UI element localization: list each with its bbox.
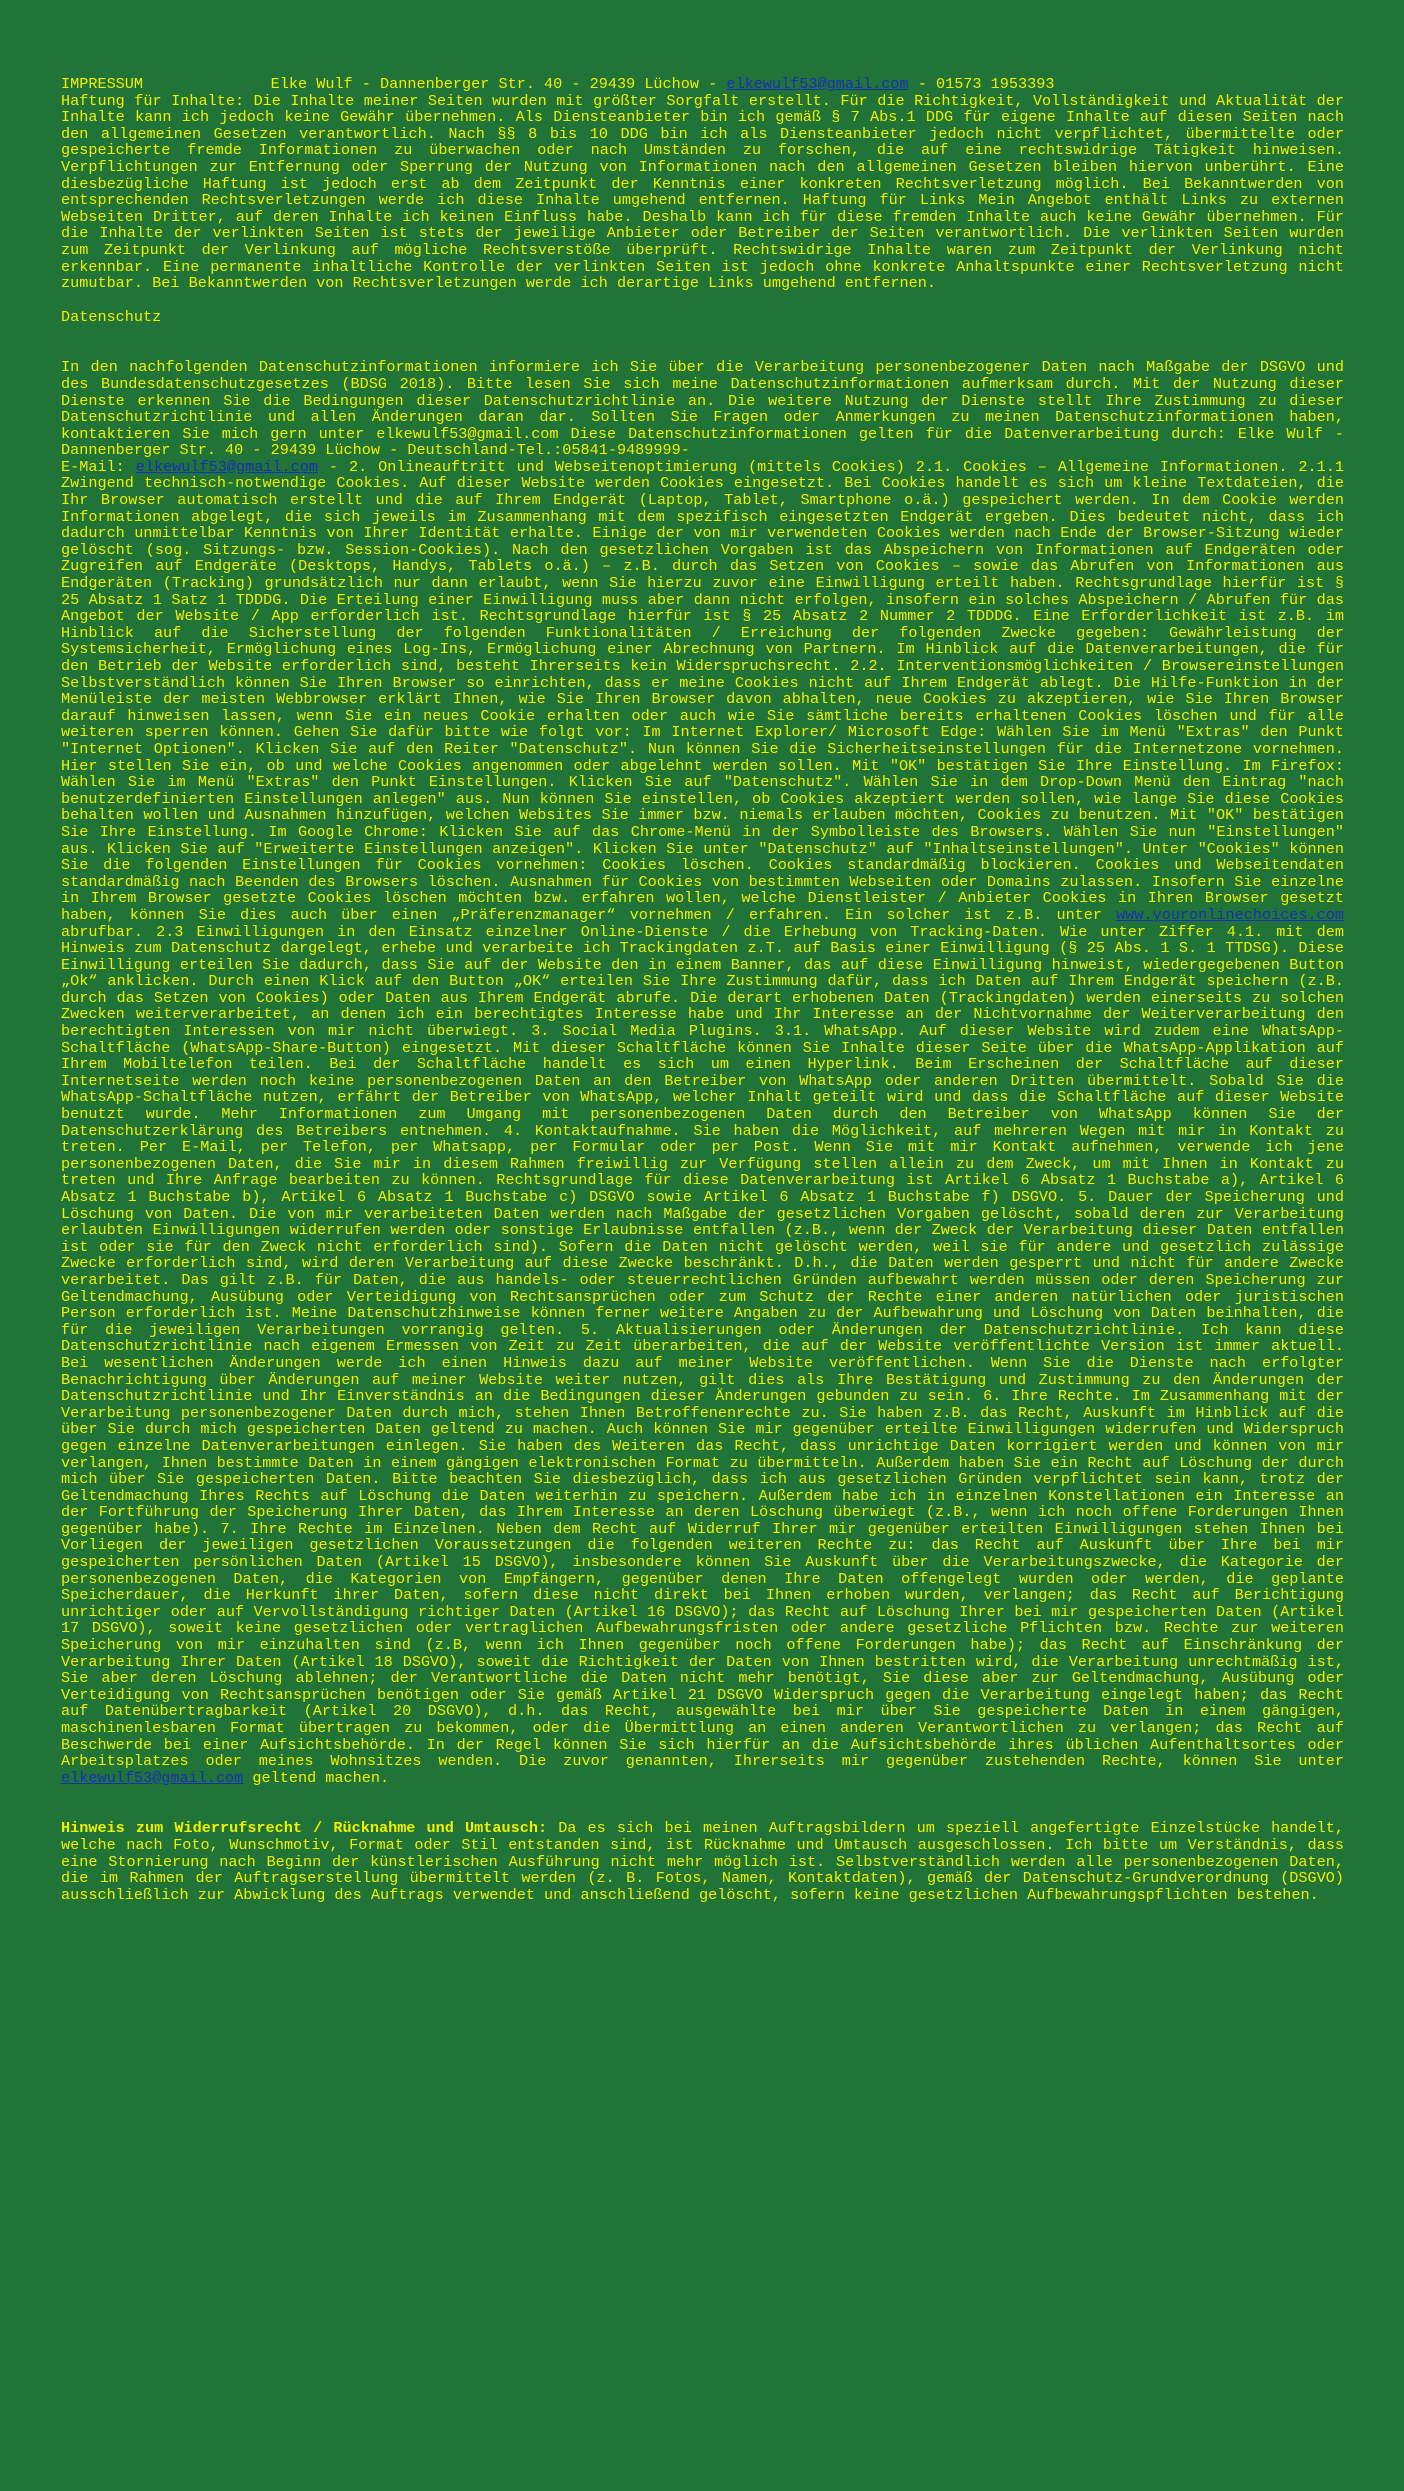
header-phone: - 01573 1953393 — [908, 75, 1055, 93]
datenschutz-intro: In den nachfolgenden Datenschutzinformationen informiere ich Sie über die Verarbeitung personenbezogener Daten nach Maßgabe der DSGVO und des Bundesdatenschutzgesetzes (BDSG 2018). Bitte lesen Sie sich meine Datenschutzinformationen aufmerksam durch. Mit der Nutzung dieser Dienste erkennen Sie die Bedingungen dieser Datenschutzrichtlinie an. Die weitere Nutzung der Dienste stellt Ihre Zustimmung zu dieser Datenschutzrichtlinie und allen Änderungen daran dar. Sollten Sie Fragen oder Anmerkungen zu meinen Datenschutzinformationen haben, kontaktieren Sie mich gern unter elkewulf53@gmail.com Diese Datenschutzinformationen gelten für die Datenverarbeitung durch: Elke Wulf - Dannenberger Str. 40 - 29439 Lüchow - Deutschland-Tel.:05841-9489999- — [61, 358, 1344, 460]
widerruf-heading: Hinweis zum Widerrufsrecht / Rücknahme und Umtausch: — [61, 1819, 548, 1838]
header-address: Elke Wulf - Dannenberger Str. 40 - 29439 Lüchow - — [270, 75, 727, 93]
datenschutz-text-part2: abrufbar. 2.3 Einwilligungen in den Einsatz einzelner Online-Dienste / die Erhebung von Tracking-Daten. Wie unter Ziffer 4.1. mit dem Hinweis zum Datenschutz dargelegt, erhebe und verarbeite ich Trackingdaten z.T. auf Basis einer Einwilligung (§ 25 Abs. 1 S. 1 TTDSG). Diese Einwilligung erteilen Sie dadurch, dass Sie auf der Website den in einem Banner, das auf diese Einwilligung hinweist, wiedergegebenen Button „Ok“ anklicken. Durch einen Klick auf den Button „OK“ erteilen Sie Ihre Zustimmung dafür, dass ich Daten auf Ihrem Endgerät speichern (z.B. durch das Setzen von Cookies) oder Daten aus Ihrem Endgerät abrufe. Die derart erhobenen Daten (Trackingdaten) werden einerseits zu solchen Zwecken weiterverarbeitet, an denen ich ein berechtigtes Interesse habe und Ihr Interesse an der Nichtvornahme der Weiterverarbeitung den berechtigten Interessen von mir nicht überwiegt. 3. Social Media Plugins. 3.1. WhatsApp. Auf dieser Website wird zudem eine WhatsApp-Schaltfläche (WhatsApp-Share-Button) eingesetzt. Mit dieser Schaltfläche können Sie Inhalte dieser Seite über die WhatsApp-Applikation auf Ihrem Mobiltelefon teilen. Bei der Schaltfläche handelt es sich um einen Hyperlink. Beim Erscheinen der Schaltfläche auf dieser Internetseite werden noch keine personenbezogenen Daten an den Betreiber von WhatsApp oder anderen Dritten übermittelt. Sobald Sie die WhatsApp-Schaltfläche nutzen, erfährt der Betreiber von WhatsApp, welcher Inhalt geteilt wird und dass die Schaltfläche auf dieser Website benutzt wurde. Mehr Informationen zum Umgang mit personenbezogenen Daten durch den Betreiber von WhatsApp können Sie der Datenschutzerklärung des Betreibers entnehmen. 4. Kontaktaufnahme. Sie haben die Möglichkeit, auf mehreren Wegen mit mir in Kontakt zu treten. Per E-Mail, per Telefon, per Whatsapp, per Formular oder per Post. Wenn Sie mit mir Kontakt aufnehmen, verwende ich jene personenbezogenen Daten, die Sie mir in diesem Rahmen freiwillig zur Verfügung stellen allein zu dem Zweck, um mit Ihnen in Kontakt zu treten und Ihre Anfrage bearbeiten zu können. Rechtsgrundlage für diese Datenverarbeitung ist Artikel 6 Absatz 1 Buchstabe a), Artikel 6 Absatz 1 Buchstabe b), Artikel 6 Absatz 1 Buchstabe c) DSGVO sowie Artikel 6 Absatz 1 Buchstabe f) DSGVO. 5. Dauer der Speicherung und Löschung von Daten. Die von mir verarbeiteten Daten werden nach Maßgabe der gesetzlichen Vorgaben gelöscht, sobald deren zur Verarbeitung erlaubten Einwilligungen widerrufen werden oder sonstige Erlaubnisse entfallen (z.B., wenn der Zweck der Verarbeitung dieser Daten entfallen ist oder sie für den Zweck nicht erforderlich sind). Sofern die Daten nicht gelöscht werden, weil sie für andere und gesetzlich zulässige Zwecke erforderlich sind, wird deren Verarbeitung auf diese Zwecke beschränkt. D.h., die Daten werden gesperrt und nicht für andere Zwecke verarbeitet. Das gilt z.B. für Daten, die aus handels- oder steuerrechtlichen Gründen aufbewahrt werden müssen oder deren Speicherung zur Geltendmachung, Ausübung oder Verteidigung von Rechtsansprüchen oder zum Schutz der Rechte einer anderen natürlichen oder juristischen Person erforderlich ist. Meine Datenschutzhinweise können ferner weitere Angaben zu der Aufbewahrung und Löschung von Daten beinhalten, die für die jeweiligen Verarbeitungen vorrangig gelten. 5. Aktualisierungen oder Änderungen der Datenschutzrichtlinie. Ich kann diese Datenschutzrichtlinie nach eigenem Ermessen von Zeit zu Zeit überarbeiten, die auf der Website veröffentlichte Version ist immer aktuell. Bei wesentlichen Änderungen werde ich einen Hinweis dazu auf meiner Website veröffentlichen. Wenn Sie die Dienste nach erfolgter Benachrichtigung über Änderungen auf meiner Website weiter nutzen, gilt dies als Ihre Bestätigung und Zustimmung zu den Änderungen der Datenschutzrichtlinie und Ihr Einverständnis an die Bedingungen dieser Änderungen gebunden zu sein. 6. Ihre Rechte. Im Zusammenhang mit der Verarbeitung personenbezogener Daten durch mich, stehen Ihnen Betroffenenrechte zu. Sie haben z.B. das Recht, Auskunft im Hinblick auf die über Sie durch mich gespeicherten Daten geltend zu machen. Auch können Sie mir gegenüber erteilte Einwilligungen widerrufen und Widerspruch gegen einzelne Datenverarbeitungen einlegen. Sie haben des Weiteren das Recht, dass unrichtige Daten korrigiert werden und können von mir verlangen, Ihnen bestimmte Daten in einem gängigen elektronischen Format zu übermitteln. Außerdem haben Sie ein Recht auf Löschung der durch mich über Sie gespeicherten Daten. Bitte beachten Sie diesbezüglich, dass ich aus gesetzlichen Gründen verpflichtet sein kann, trotz der Geltendmachung Ihres Rechts auf Löschung die Daten weiterhin zu speichern. Außerdem habe ich in einzelnen Konstellationen ein Interesse an der Fortführung der Speicherung Ihrer Daten, das Ihrem Interesse an deren Löschung überwiegt (z.B., wenn ich noch offene Forderungen Ihnen gegenüber habe). 7. Ihre Rechte im Einzelnen. Neben dem Recht auf Widerruf Ihrer mir gegenüber erteilten Einwilligungen stehen Ihnen bei Vorliegen der jeweiligen gesetzlichen Voraussetzungen die folgenden weiteren Rechte zu: das Recht auf Auskunft über Ihre bei mir gespeicherten persönlichen Daten (Artikel 15 DSGVO), insbesondere können Sie Auskunft über die Verarbeitungszwecke, die Kategorie der personenbezogenen Daten, die Kategorien von Empfängern, gegenüber denen Ihre Daten offengelegt wurden oder werden, die geplante Speicherdauer, die Herkunft ihrer Daten, sofern diese nicht direkt bei Ihnen erhoben wurden, verlangen; das Recht auf Berichtigung unrichtiger oder auf Vervollständigung richtiger Daten (Artikel 16 DSGVO); das Recht auf Löschung Ihrer bei mir gespeicherten Daten (Artikel 17 DSGVO), soweit keine gesetzlichen oder vertraglichen Aufbewahrungsfristen oder andere gesetzliche Pflichten bzw. Rechte zur weiteren Speicherung von mir einzuhalten sind (z.B, wenn ich Ihnen gegenüber noch offene Forderungen habe); das Recht auf Einschränkung der Verarbeitung Ihrer Daten (Artikel 18 DSGVO), soweit die Richtigkeit der Daten von Ihnen bestritten wird, die Verarbeitung unrechtmäßig ist, Sie aber deren Löschung ablehnen; der Verantwortliche die Daten nicht mehr benötigt, Sie diese aber zur Geltendmachung, Ausübung oder Verteidigung von Rechtsansprüchen benötigen oder Sie gemäß Artikel 21 DSGVO Widerspruch gegen die Verarbeitung eingelegt haben; das Recht auf Datenübertragbarkeit (Artikel 20 DSGVO), d.h. das Recht, ausgewählte bei mir über Sie gespeicherte Daten in einem gängigen, maschinenlesbaren Format übertragen zu bekommen, oder die Übermittlung an einen anderen Verantwortlichen zu verlangen; das Recht auf Beschwerde bei einer Aufsichtsbehörde. In der Regel können Sie sich hierfür an die Aufsichtsbehörde ihres üblichen Aufenthaltsortes oder Arbeitsplatzes oder meines Wohnsitzes wenden. Die zuvor genannten, Ihrerseits mir gegenüber zustehenden Rechte, können Sie unter — [61, 922, 1344, 1771]
email-label: E-Mail: — [61, 457, 136, 476]
datenschutz-text-end: geltend machen. — [243, 1768, 390, 1787]
header-email-link[interactable]: elkewulf53@gmail.com — [726, 75, 909, 93]
youronlinechoices-link[interactable]: www.youronlinechoices.com — [1116, 905, 1344, 924]
impressum-title: IMPRESSUM — [61, 75, 144, 93]
header-spacer — [143, 75, 271, 93]
datenschutz-email-link[interactable]: elkewulf53@gmail.com — [135, 457, 318, 476]
datenschutz-heading: Datenschutz — [61, 307, 162, 326]
impressum-header — [61, 76, 1344, 93]
datenschutz-text-part1: - 2. Onlineauftritt und Webseitenoptimierung (mittels Cookies) 2.1. Cookies – Allgemeine Informationen. 2.1.1 Zwingend technisch-notwendige Cookies. Auf dieser Website werden Cookies eingesetzt. Bei Cookies handelt es sich um kleine Textdateien, die Ihr Browser automatisch erstellt und die auf Ihrem Endgerät (Laptop, Tablet, Smartphone o.ä.) gespeichert werden. In dem Cookie werden Informationen abgelegt, die sich jeweils im Zusammenhang mit dem spezifisch eingesetzten Endgerät ergeben. Dies bedeutet nicht, dass ich dadurch unmittelbar Kenntnis von Ihrer Identität erhalte. Einige der von mir verwendeten Cookies werden nach Ende der Browser-Sitzung wieder gelöscht (sog. Sitzungs- bzw. Session-Cookies). Nach den gesetzlichen Vorgaben ist das Abspeichern von Informationen auf Endgeräten oder Zugreifen auf Endgeräte (Desktops, Handys, Tablets o.ä.) – z.B. durch das Setzen von Cookies – sowie das Abrufen von Informationen aus Endgeräten (Tracking) grundsätzlich nur dann erlaubt, wenn Sie hierzu zuvor eine Einwilligung erteilt haben. Rechtsgrundlage hierfür ist § 25 Absatz 1 Satz 1 TDDDG. Die Erteilung einer Einwilligung muss aber dann nicht erfolgen, insofern ein solches Abspeichern / Abrufen für das Angebot der Website / App erforderlich ist. Rechtsgrundlage hierfür ist § 25 Absatz 2 Nummer 2 TDDDG. Eine Erforderlichkeit ist z.B. im Hinblick auf die Sicherstellung der folgenden Funktionalitäten / Erreichung der folgenden Zwecke gegeben: Gewährleistung der Systemsicherheit, Ermöglichung eines Log-Ins, Ermöglichung einer Abrechnung von Partnern. Im Hinblick auf die Datenverarbeitungen, die für den Betrieb der Website erforderlich sind, besteht Ihrerseits kein Widerspruchsrecht. 2.2. Interventionsmöglichkeiten / Browsereinstellungen Selbstverständlich können Sie Ihren Browser so einrichten, dass er meine Cookies nicht auf Ihrem Endgerät ablegt. Die Hilfe-Funktion in der Menüleiste der meisten Webbrowser erklärt Ihnen, wie Sie Ihren Browser davon abhalten, neue Cookies zu akzeptieren, wie Sie Ihren Browser darauf hinweisen lassen, wenn Sie ein neues Cookie erhalten oder auch wie Sie sämtliche bereits erhaltenen Cookies löschen und für alle weiteren sperren können. Gehen Sie dafür bitte wie folgt vor: Im Internet Explorer/ Microsoft Edge: Wählen Sie im Menü "Extras" den Punkt "Internet Optionen". Klicken Sie auf den Reiter "Datenschutz". Nun können Sie die Sicherheitseinstellungen für die Internetzone vornehmen. Hier stellen Sie ein, ob und welche Cookies angenommen oder abgelehnt werden sollen. Mit "OK" bestätigen Sie Ihre Einstellung. Im Firefox: Wählen Sie im Menü "Extras" den Punkt Einstellungen. Klicken Sie auf "Datenschutz". Wählen Sie in dem Drop-Down Menü den Eintrag "nach benutzerdefinierten Einstellungen anlegen" aus. Nun können Sie einstellen, ob Cookies akzeptiert werden sollen, wie lange Sie diese Cookies behalten wollen und Ausnahmen hinzufügen, welchen Websites Sie immer bzw. niemals erlauben möchten, Cookies zu benutzen. Mit "OK" bestätigen Sie Ihre Einstellung. Im Google Chrome: Klicken Sie auf das Chrome-Menü in der Symbolleiste des Browsers. Wählen Sie nun "Einstellungen" aus. Klicken Sie auf "Erweiterte Einstellungen anzeigen". Klicken Sie unter "Datenschutz" auf "Inhaltseinstellungen". Unter "Cookies" können Sie die folgenden Einstellungen für Cookies vornehmen: Cookies löschen. Cookies standardmäßig blockieren. Cookies und Webseitendaten standardmäßig nach Beenden des Browsers löschen. Ausnahmen für Cookies von bestimmten Webseiten oder Domains zulassen. Insofern Sie einzelne in Ihrem Browser gesetzte Cookies löschen möchten bzw. erfahren wollen, welche Dienstleister / Anbieter Cookies in Ihren Browser gesetzt haben, können Sie dies auch über einen „Präferenzmanager“ vornehmen / erfahren. Ein solcher ist z.B. unter — [61, 457, 1344, 924]
datenschutz-body — [61, 459, 1344, 1787]
widerruf-text: Da es sich bei meinen Auftragsbildern um speziell angefertigte Einzelstücke handelt, welche nach Foto, Wunschmotiv, Format oder Stil entstanden sind, ist Rücknahme und Umtausch ausgeschlossen. Ich bitte um Verständnis, dass eine Stornierung nach Beginn der künstlerischen Ausführung nicht mehr möglich ist. Selbstverständlich werden alle personenbezogenen Daten, die im Rahmen der Auftragserstellung übermittelt werden (z. B. Fotos, Namen, Kontaktdaten), gemäß der Datenschutz-Grundverordnung (DSGVO) ausschließlich zur Abwicklung des Auftrags verwendet und anschließend gelöscht, sofern keine gesetzlichen Aufbewahrungspflichten bestehen. — [61, 1819, 1344, 1904]
widerruf-paragraph — [61, 1820, 1344, 1903]
haftung-paragraph: Haftung für Inhalte: Die Inhalte meiner Seiten wurden mit größter Sorgfalt erstellt. Für die Richtigkeit, Vollständigkeit und Aktualität der Inhalte kann ich jedoch keine Gewähr übernehmen. Als Diensteanbieter bin ich gemäß § 7 Abs.1 DDG für eigene Inhalte auf diesen Seiten nach den allgemeinen Gesetzen verantwortlich. Nach §§ 8 bis 10 DDG bin ich als Diensteanbieter jedoch nicht verpflichtet, übermittelte oder gespeicherte fremde Informationen zu überwachen oder nach Umständen zu forschen, die auf eine rechtswidrige Tätigkeit hinweisen. Verpflichtungen zur Entfernung oder Sperrung der Nutzung von Informationen nach den allgemeinen Gesetzen bleiben hiervon unberührt. Eine diesbezügliche Haftung ist jedoch erst ab dem Zeitpunkt der Kenntnis einer konkreten Rechtsverletzung möglich. Bei Bekanntwerden von entsprechenden Rechtsverletzungen werde ich diese Inhalte umgehend entfernen. Haftung für Links Mein Angebot enthält Links zu externen Webseiten Dritter, auf deren Inhalte ich keinen Einfluss habe. Deshalb kann ich für diese fremden Inhalte auch keine Gewähr übernehmen. Für die Inhalte der verlinkten Seiten ist stets der jeweilige Anbieter oder Betreiber der Seiten verantwortlich. Die verlinkten Seiten wurden zum Zeitpunkt der Verlinkung auf mögliche Rechtsverstöße überprüft. Rechtswidrige Inhalte waren zum Zeitpunkt der Verlinkung nicht erkennbar. Eine permanente inhaltliche Kontrolle der verlinkten Seiten ist jedoch ohne konkrete Anhaltspunkte einer Rechtsverletzung nicht zumutbar. Bei Bekanntwerden von Rechtsverletzungen werde ich derartige Links umgehend entfernen. — [61, 91, 1344, 293]
rights-email-link[interactable]: elkewulf53@gmail.com — [61, 1768, 244, 1787]
